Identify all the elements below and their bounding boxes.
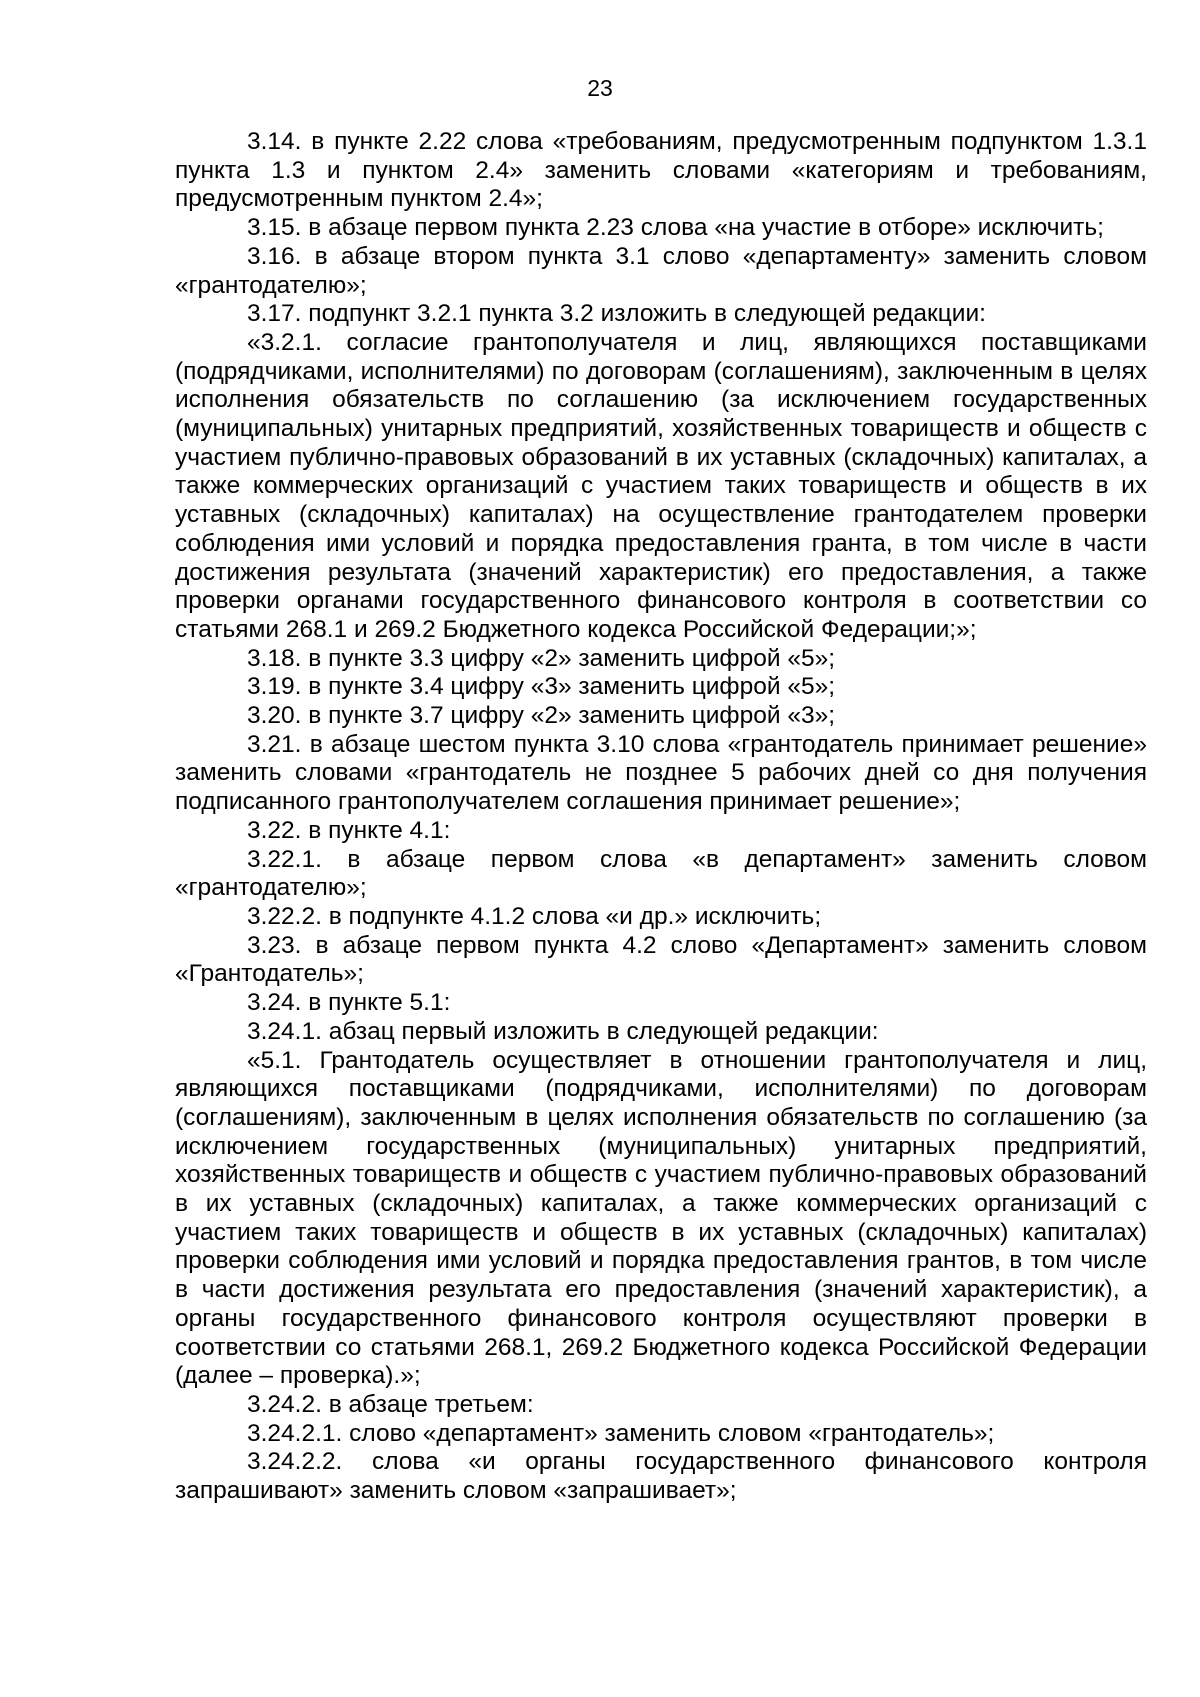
paragraph-3-15: 3.15. в абзаце первом пункта 2.23 слова «на участие в отборе» исключить; — [247, 214, 1104, 242]
paragraph-3-2-1-quote: «3.2.1. согласие грантополучателя и лиц, являющихся поставщиками (подрядчиками, исполнителями) по договорам (соглашениям), заключенным в целях исполнения обязательств по соглашению (за исключением государственных (муниципальных) унитарных предприятий, хозяйственных товариществ и обществ с участием публично-правовых образований в их уставных (складочных) капиталах, а также коммерческих организаций с участием таких товариществ и обществ в их уставных (складочных) капиталах) на осуществление грантодателем проверки соблюдения ими условий и порядка предоставления гранта, в том числе в части достижения результата (значений характеристик) его предоставления, а также проверки органами государственного финансового контроля в соответствии со статьями 268.1 и 269.2 Бюджетного кодекса Российской Федерации;»; — [175, 328, 1147, 643]
paragraph-3-24-2: 3.24.2. в абзаце третьем: — [247, 1390, 534, 1418]
document-body — [175, 128, 1147, 1506]
paragraph-3-22-1: 3.22.1. в абзаце первом слова «в департамент» заменить словом «грантодателю»; — [175, 845, 1147, 902]
paragraph-3-24-1: 3.24.1. абзац первый изложить в следующей редакции: — [247, 1017, 879, 1045]
paragraph-3-19: 3.19. в пункте 3.4 цифру «3» заменить цифрой «5»; — [247, 673, 836, 701]
paragraph-3-24-2-2: 3.24.2.2. слова «и органы государственного финансового контроля запрашивают» заменить словом «запрашивает»; — [175, 1448, 1147, 1505]
paragraph-3-23: 3.23. в абзаце первом пункта 4.2 слово «Департамент» заменить словом «Грантодатель»; — [175, 931, 1147, 988]
page-number: 23 — [587, 75, 613, 101]
paragraph-3-14: 3.14. в пункте 2.22 слова «требованиям, предусмотренным подпунктом 1.3.1 пункта 1.3 и пунктом 2.4» заменить словами «категориям и требованиям, предусмотренным пунктом 2.4»; — [175, 128, 1147, 213]
paragraph-3-17: 3.17. подпункт 3.2.1 пункта 3.2 изложить в следующей редакции: — [247, 300, 986, 328]
paragraph-3-21: 3.21. в абзаце шестом пункта 3.10 слова «грантодатель принимает решение» заменить словами «грантодатель не позднее 5 рабочих дней со дня получения подписанного грантополучателем соглашения принимает решение»; — [175, 730, 1147, 816]
paragraph-3-22: 3.22. в пункте 4.1: — [247, 816, 451, 844]
paragraph-3-24-2-1: 3.24.2.1. слово «департамент» заменить словом «грантодатель»; — [247, 1419, 995, 1447]
paragraph-3-22-2: 3.22.2. в подпункте 4.1.2 слова «и др.» исключить; — [247, 902, 822, 930]
paragraph-3-24: 3.24. в пункте 5.1: — [247, 989, 451, 1017]
paragraph-3-20: 3.20. в пункте 3.7 цифру «2» заменить цифрой «3»; — [247, 702, 836, 730]
paragraph-5-1-quote: «5.1. Грантодатель осуществляет в отношении грантополучателя и лиц, являющихся поставщиками (подрядчиками, исполнителями) по договорам (соглашениям), заключенным в целях исполнения обязательств по соглашению (за исключением государственных (муниципальных) унитарных предприятий, хозяйственных товариществ и обществ с участием публично-правовых образований в их уставных (складочных) капиталах, а также коммерческих организаций с участием таких товариществ и обществ в их уставных (складочных) капиталах) проверки соблюдения ими условий и порядка предоставления грантов, в том числе в части достижения результата его предоставления (значений характеристик), а органы государственного финансового контроля осуществляют проверки в соответствии со статьями 268.1, 269.2 Бюджетного кодекса Российской Федерации (далее – проверка).»; — [175, 1046, 1147, 1390]
paragraph-3-18: 3.18. в пункте 3.3 цифру «2» заменить цифрой «5»; — [247, 644, 836, 672]
paragraph-3-16: 3.16. в абзаце втором пункта 3.1 слово «департаменту» заменить словом «грантодателю»; — [175, 242, 1147, 299]
